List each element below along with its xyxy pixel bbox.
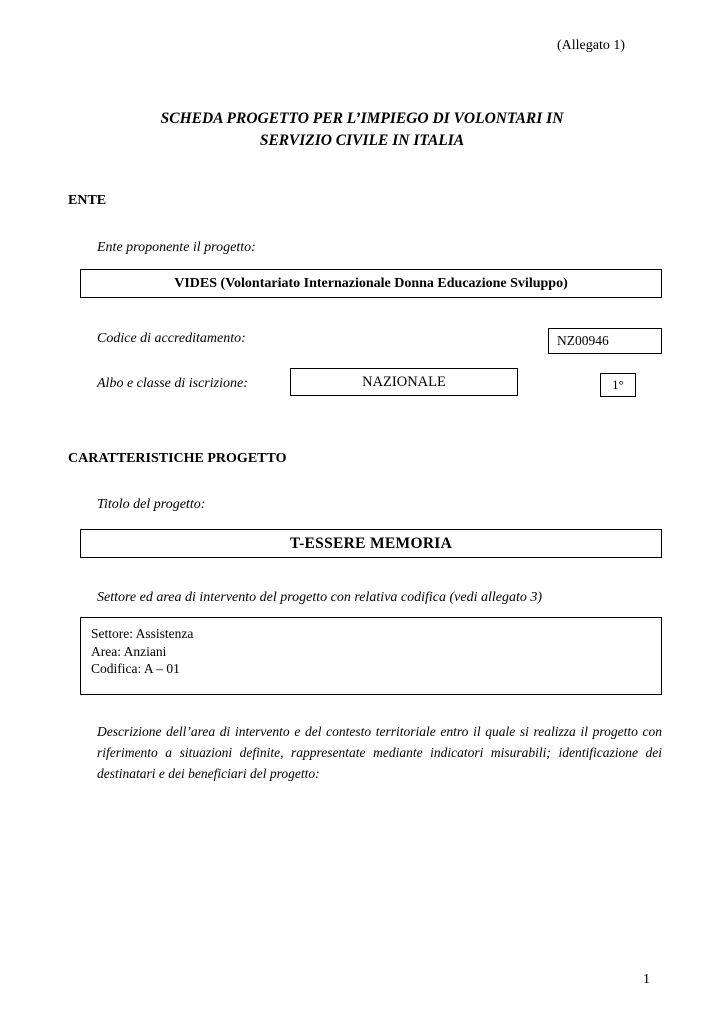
section-heading-caratteristiche-progetto: CARATTERISTICHE PROGETTO <box>68 451 287 466</box>
section-heading-ente: ENTE <box>68 193 107 208</box>
codice-accreditamento-value: NZ00946 <box>557 333 609 348</box>
albo-iscrizione-value: NAZIONALE <box>362 373 446 390</box>
ente-proponente-value: VIDES (Volontariato Internazionale Donna Educazione Sviluppo) <box>174 275 568 291</box>
document-title-line-2: SERVIZIO CIVILE IN ITALIA <box>259 132 465 150</box>
field-label-ente-proponente: Ente proponente il progetto: <box>97 240 256 255</box>
titolo-progetto-value: T-ESSERE MEMORIA <box>289 534 453 552</box>
field-label-albo-iscrizione: Albo e classe di iscrizione: <box>97 376 248 391</box>
field-label-settore-area: Settore ed area di intervento del progetto con relativa codifica (vedi allegato 3) <box>97 590 543 605</box>
field-box-albo-iscrizione <box>290 368 518 396</box>
field-box-classe-iscrizione <box>600 373 636 397</box>
field-label-descrizione-area-intervento: Descrizione dell’area di intervento e del contesto territoriale entro il quale si realizza il progetto con riferimento a situazioni definite, rappresentate mediante indicatori misurabili; identificazione dei destinatari e dei beneficiari del progetto: <box>97 724 662 781</box>
field-label-codice-accreditamento: Codice di accreditamento: <box>97 331 246 346</box>
area-line: Area: Anziani <box>91 643 167 659</box>
field-label-titolo-progetto: Titolo del progetto: <box>97 497 206 512</box>
field-box-titolo-progetto <box>80 529 662 558</box>
classe-iscrizione-value: 1° <box>612 377 624 392</box>
annex-label: (Allegato 1) <box>556 38 625 53</box>
page-number: 1 <box>643 972 650 987</box>
document-title <box>0 108 724 153</box>
field-box-ente-proponente <box>80 269 662 298</box>
field-box-settore-area <box>80 617 662 695</box>
codifica-line: Codifica: A – 01 <box>91 661 180 677</box>
settore-line: Settore: Assistenza <box>91 626 194 641</box>
field-box-codice-accreditamento <box>548 328 662 354</box>
document-title-line-1: SCHEDA PROGETTO PER L’IMPIEGO DI VOLONTARI IN <box>160 110 564 127</box>
